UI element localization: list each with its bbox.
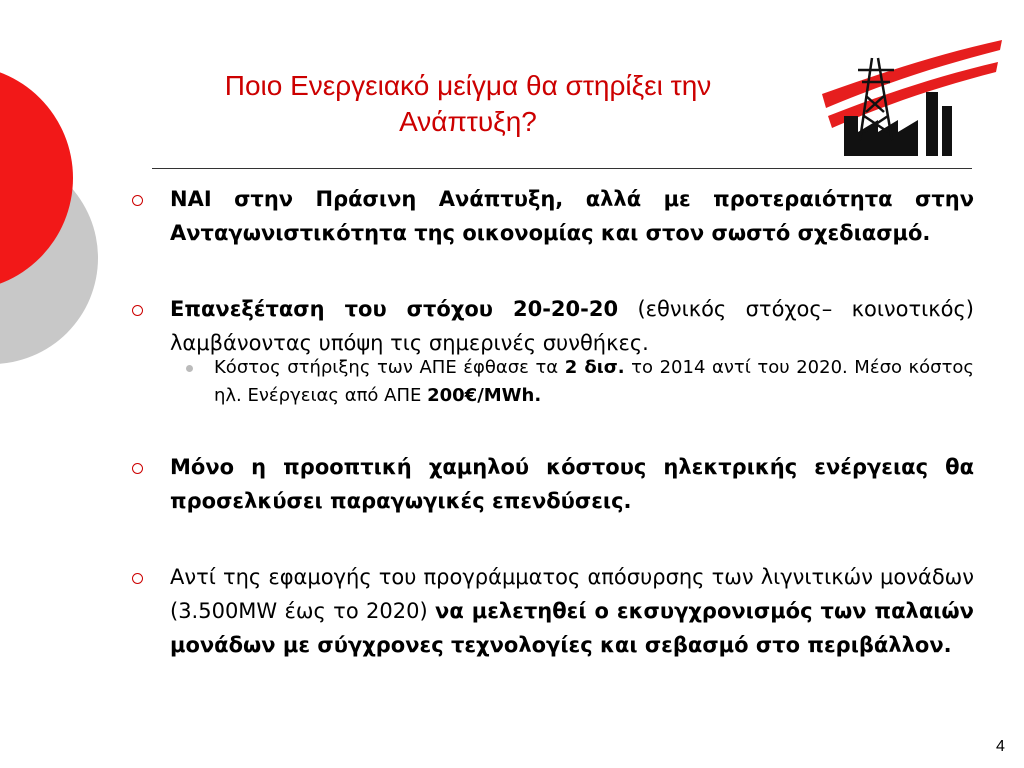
- page-number: 4: [996, 738, 1005, 755]
- bullet-text: Αντί της εφαμογής του προγράμματος απόσυρσης των λιγνιτικών μονάδων (3.500MW έως το 2020): [170, 565, 974, 623]
- bullet-text: ΝΑΙ στην Πράσινη Ανάπτυξη, αλλά με προτεραιότητα στην Ανταγωνιστικότητα της οικονομίας και στον σωστό σχεδιασμό.: [170, 187, 974, 245]
- sub-bullet-item: [170, 354, 974, 410]
- bullet-text: (εθνικός στόχος– κοινοτικός) λαμβάνοντας υπόψη τις σημερινές συνθήκες.: [170, 297, 974, 355]
- slide-title: [148, 68, 788, 140]
- power-pylon-factory-logo: [818, 36, 1004, 162]
- bullet-text: Μόνο η προοπτική χαμηλού κόστους ηλεκτρικής ενέργειας θα προσελκύσει παραγωγικές επενδύσεις.: [170, 455, 974, 513]
- bullet-text-bold: Επανεξέταση του στόχου 20-20-20: [170, 297, 619, 321]
- sub-text: το 2014 αντί του 2020. Μέσο κόστος ηλ. Ενέργειας από ΑΠΕ: [214, 357, 974, 406]
- bullet-list: [128, 182, 974, 662]
- bullet-item: [128, 560, 974, 662]
- title-divider: [152, 168, 972, 169]
- title-line-1: Ποιο Ενεργειακό μείγμα θα στηρίξει την: [224, 70, 712, 101]
- ring-bullet-icon: [132, 573, 143, 584]
- bullet-item: [128, 182, 974, 250]
- sub-text-bold: 200€/MWh.: [427, 385, 542, 406]
- ring-bullet-icon: [132, 463, 143, 474]
- sub-text-bold: 2 δισ.: [564, 357, 625, 378]
- ring-bullet-icon: [132, 305, 143, 316]
- bullet-item: [128, 450, 974, 518]
- sub-text: Κόστος στήριξης των ΑΠΕ έφθασε τα: [214, 357, 565, 378]
- bullet-item: [128, 292, 974, 360]
- dot-bullet-icon: [186, 365, 193, 372]
- title-line-2: Ανάπτυξη?: [399, 106, 537, 137]
- bullet-text-bold: να μελετηθεί ο εκσυγχρονισμός των παλαιών μονάδων με σύγχρονες τεχνολογίες και σεβασμό στο περιβάλλον.: [170, 599, 974, 657]
- ring-bullet-icon: [132, 195, 143, 206]
- decorative-circles: [0, 0, 110, 400]
